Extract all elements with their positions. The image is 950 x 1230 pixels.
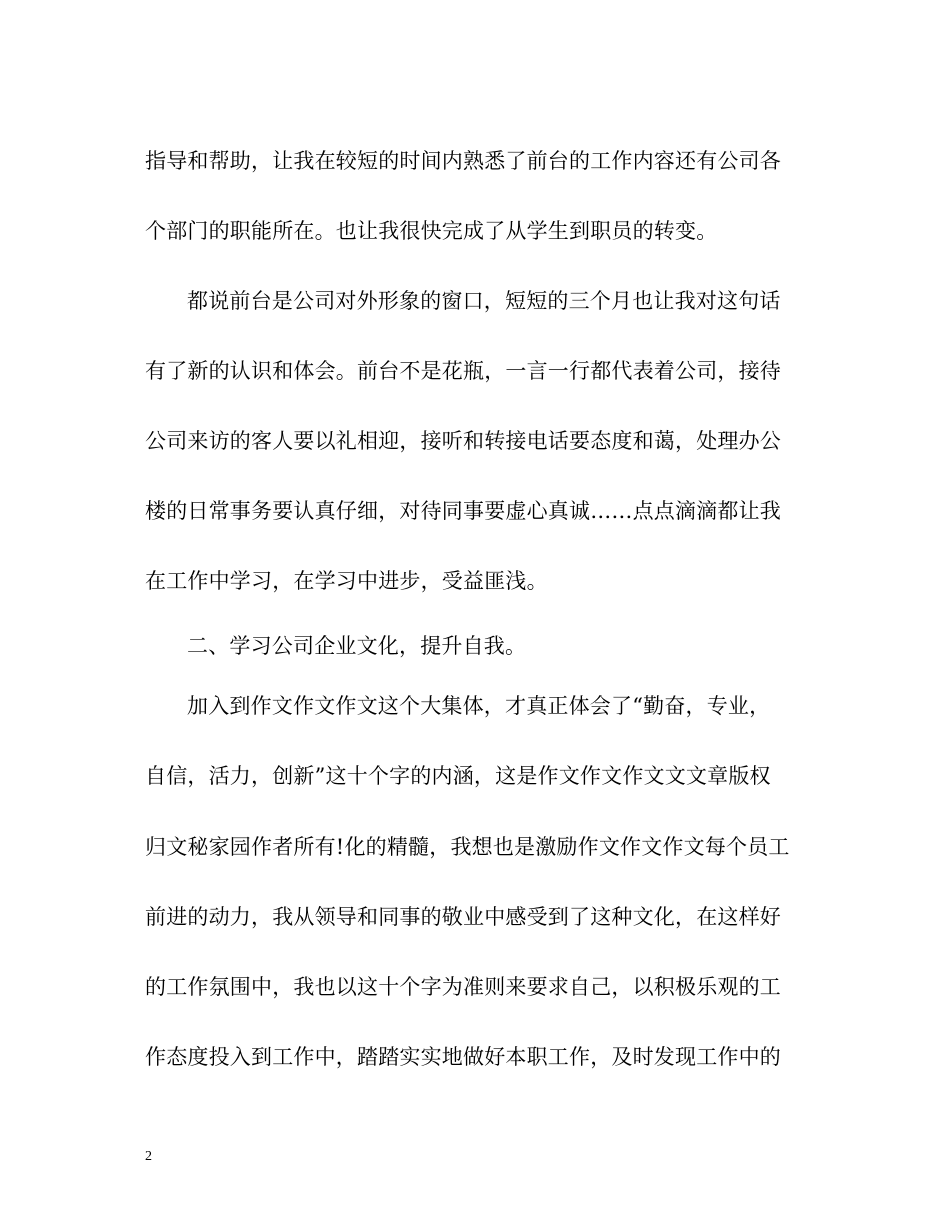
paragraph-start-line: 加入到作文作文作文这个大集体，才真正体会了“勤奋，专业， xyxy=(187,694,771,718)
text-line: 在工作中学习，在学习中进步，受益匪浅。 xyxy=(145,569,548,593)
text-line: 有了新的认识和体会。前台不是花瓶，一言一行都代表着公司，接待 xyxy=(145,359,781,383)
text-line: 作态度投入到工作中，踏踏实实地做好本职工作，及时发现工作中的 xyxy=(145,1045,781,1069)
text-line: 自信，活力，创新”这十个字的内涵，这是作文作文作文文文章版权 xyxy=(145,764,771,788)
text-line: 前进的动力，我从领导和同事的敬业中感受到了这种文化，在这样好 xyxy=(145,905,781,929)
page-number: 2 xyxy=(145,1149,152,1164)
text-line: 指导和帮助，让我在较短的时间内熟悉了前台的工作内容还有公司各 xyxy=(145,149,781,173)
text-line: 的工作氛围中，我也以这十个字为准则来要求自己，以积极乐观的工 xyxy=(145,975,781,999)
text-line: 个部门的职能所在。也让我很快完成了从学生到职员的转变。 xyxy=(145,219,718,243)
text-line: 公司来访的客人要以礼相迎，接听和转接电话要态度和蔼，处理办公 xyxy=(145,429,781,453)
paragraph-start-line: 都说前台是公司对外形象的窗口，短短的三个月也让我对这句话 xyxy=(187,289,781,313)
section-heading: 二、学习公司企业文化，提升自我。 xyxy=(187,634,527,658)
text-line: 归文秘家园作者所有!化的精髓，我想也是激励作文作文作文每个员工 xyxy=(145,835,790,859)
text-line: 楼的日常事务要认真仔细，对待同事要虚心真诚……点点滴滴都让我 xyxy=(145,499,781,523)
